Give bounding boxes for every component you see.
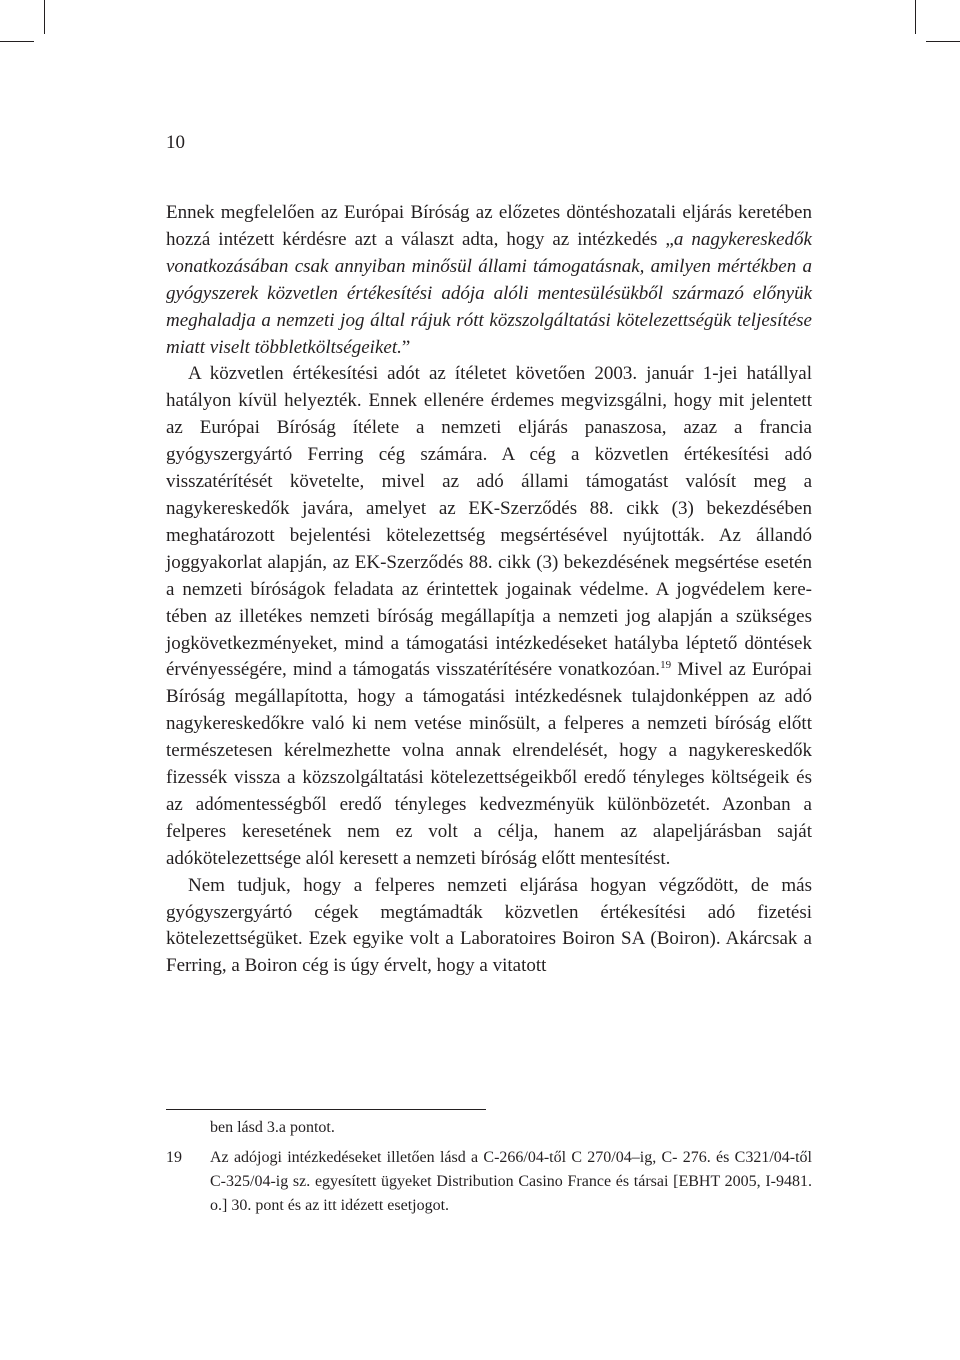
paragraph-2: [166, 361, 812, 872]
paragraph-2-text: A közvetlen értékesítési adót az ítéletet követően 2003. január 1-jei hatállyal hatályon kívül helyezték. Ennek ellenére érdemes megvizsgálni, hogy mit jelentett az Európai Bíróság ítélete a nemzeti eljárás panaszosa, azaz a francia gyógyszergyártó Ferring cég számára. A cég a közvetlen értékesítési adó visszatérítését követelte, mivel az adó állami támogatást valósít meg a nagykereskedők javára, amelyet az EK-Szerződés 88. cikk (3) bekezdésében meghatározott bejelentési kötelezettség megsértésével nyújtották. Az állandó joggyakorlat alapján, az EK-Szerződés 88. cikk (3) bekezdésének megsértése esetén a nemzeti bíróságok feladata az érintettek jogainak védelme. A jogvédelem keretében az illetékes nemzeti bíróság megállapítja a nemzeti jog alapján a szükséges jogkövetkezményeket, mind a támogatási intézkedéseket hatályba léptető döntések érvényességére, mind a támogatás visszatérítésére vonatkozóan.: [166, 363, 812, 681]
paragraph-1-intro: Ennek megfelelően az Európai Bíróság az előzetes döntéshozatali eljárás keretében hozzá intézett kérdésre azt a választ adta, hogy az intézkedés „: [166, 202, 812, 250]
paragraph-1: [166, 200, 812, 361]
crop-mark-top-right-horizontal: [926, 41, 960, 42]
footnote-reference-19: 19: [660, 659, 672, 672]
footnote-number: 19: [166, 1149, 182, 1166]
footnote-continuation-text: ben lásd 3.a pontot.: [210, 1119, 335, 1136]
page-number: 10: [166, 132, 185, 153]
footnotes: [166, 1116, 812, 1218]
quoted-ruling: a nagykereskedők vonatkozásában csak annyiban minősül állami támogatásnak, amilyen mértékben a gyógyszerek közvetlen értékesítési adója alóli mentesülésükből származó előnyük meghaladja a nemzeti jog által rájuk rótt közszolgáltatási kötelezettségük teljesítése miatt viselt többletköltségeiket.: [166, 228, 812, 358]
footnote-divider: [166, 1109, 486, 1110]
quote-close-mark: ”: [401, 336, 411, 358]
crop-mark-top-left-vertical: [44, 0, 45, 34]
crop-mark-top-right-vertical: [915, 0, 916, 34]
footnote-text: Az adójogi intézkedéseket illetően lásd a C-266/04-től C 270/04–ig, C- 276. és C321/04-től C-325/04-ig sz. egyesített ügyeket Distribution Casino France és társai [EBHT 2005, I-9481. o.] 30. pont és az itt idézett esetjogot.: [210, 1149, 812, 1214]
footnote-continuation: [166, 1116, 812, 1140]
paragraph-3: Nem tudjuk, hogy a felperes nemzeti eljárása hogyan végződött, de más gyógyszergyártó cégek megtámadták közvetlen értékesítési adó fizetési kötelezettségüket. Ezek egyike volt a Laboratoires Boiron SA (Boiron). Akárcsak a Ferring, a Boiron cég is úgy érvelt, hogy a vitatott: [166, 874, 812, 977]
footnote-19: [166, 1146, 812, 1218]
main-text: [166, 200, 812, 980]
crop-mark-top-left-horizontal: [0, 41, 34, 42]
paragraph-2-text-continued: Mivel az Európai Bíróság megállapította, hogy a támogatási intézkedésnek tulajdonképpen az adó nagykereskedőkre való ki nem vetése minősült, a felperes a nemzeti bíróság előtt természetesen kérelmezhette volna annak elrendelését, hogy a nagykereskedők fizessék vissza a közszolgáltatási kötelezettségeikből eredő tényleges költségeik és az adómentességből eredő tényleges kedvezményük különbözetét. Azonban a felperes keresetének nem ez volt a célja, hanem az alapeljárásban saját adókötelezettsége alól keresett a nemzeti bíróság előtt mentesítést.: [166, 659, 812, 869]
